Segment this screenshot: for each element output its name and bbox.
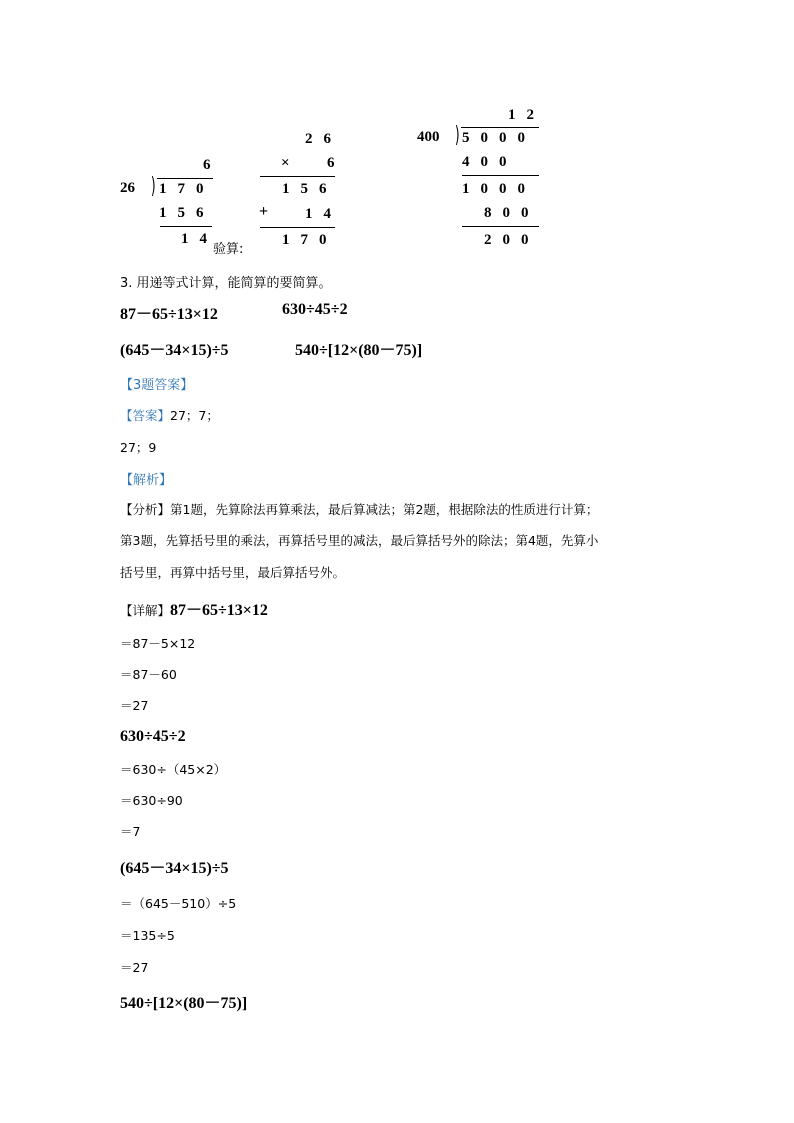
detail-expr-2: 630÷45÷2: [120, 728, 186, 745]
answer-line-1: [120, 406, 219, 424]
question-expr-1: 87－65÷13×12: [120, 306, 218, 323]
product-156: 156: [159, 205, 215, 221]
answer-values-1: 27；7；: [170, 408, 219, 423]
step-800: 800: [484, 205, 540, 221]
question-expr-3: (645－34×15)÷5: [120, 342, 229, 359]
detail-expr-4: 540÷[12×(80－75)]: [120, 995, 248, 1012]
division-bar: [157, 178, 213, 179]
verification-label: 验算:: [213, 242, 244, 257]
analysis-line-1: [120, 500, 598, 518]
dividend-5000: 5000: [462, 130, 536, 146]
question-expr-2: 630÷45÷2: [282, 301, 348, 318]
step-1000: 1000: [462, 181, 536, 197]
add-line: [260, 227, 335, 228]
answer-label: 【答案】: [120, 408, 171, 423]
division-bracket: ): [150, 174, 156, 199]
answer-section-header: 【3题答案】: [120, 378, 194, 393]
detail-step: ＝135÷5: [120, 928, 175, 943]
analysis-section-header: 【解析】: [120, 473, 173, 488]
subtract-line-2: [462, 226, 539, 227]
quotient-12: 12: [508, 107, 545, 123]
quotient-6: 6: [203, 157, 222, 173]
division-bar: [461, 127, 539, 128]
question-3-prompt: 3. 用递等式计算，能简算的要简算。: [120, 276, 332, 291]
detail-step: ＝630÷90: [120, 793, 183, 808]
detail-step: ＝27: [120, 698, 149, 713]
analysis-text-1: 第1题，先算除法再算乘法，最后算减法；第2题，根据除法的性质进行计算；: [170, 502, 599, 517]
detail-step: ＝87－60: [120, 667, 177, 682]
detail-expr-1: 87－65÷13×12: [170, 602, 268, 619]
division-bracket: ): [454, 123, 460, 148]
analysis-line-2: 第3题，先算括号里的乘法，再算括号里的减法，最后算括号外的除法；第4题，先算小: [120, 533, 599, 548]
remainder-14: 14: [181, 231, 218, 247]
detail-step: ＝87－5×12: [120, 636, 196, 651]
detail-line-header: [120, 597, 268, 620]
detail-label: 【详解】: [120, 603, 171, 618]
remainder-200: 200: [484, 232, 540, 248]
detail-step: ＝27: [120, 960, 149, 975]
detail-step: ＝（645－510）÷5: [120, 896, 237, 911]
product-156: 156: [282, 181, 338, 197]
detail-step: ＝630÷（45×2）: [120, 762, 227, 777]
dividend-170: 170: [159, 181, 215, 197]
factor-26: 26: [305, 131, 342, 147]
addend-14: 14: [305, 206, 342, 222]
question-expr-4: 540÷[12×(80－75)]: [295, 342, 423, 359]
detail-step: ＝7: [120, 824, 141, 839]
times-sign: ×: [281, 155, 290, 171]
analysis-label: 【分析】: [120, 502, 171, 517]
plus-sign: +: [259, 203, 269, 220]
multiply-line: [260, 176, 335, 177]
analysis-line-3: 括号里，再算中括号里，最后算括号外。: [120, 565, 346, 580]
detail-expr-3: (645－34×15)÷5: [120, 860, 229, 877]
result-170: 170: [282, 232, 338, 248]
factor-6: 6: [327, 155, 346, 171]
subtract-line-1: [462, 175, 539, 176]
subtract-line: [160, 226, 212, 227]
divisor-26: 26: [120, 180, 135, 196]
answer-values-2: 27；9: [120, 440, 157, 455]
step-400: 400: [462, 154, 518, 170]
divisor-400: 400: [417, 129, 440, 145]
